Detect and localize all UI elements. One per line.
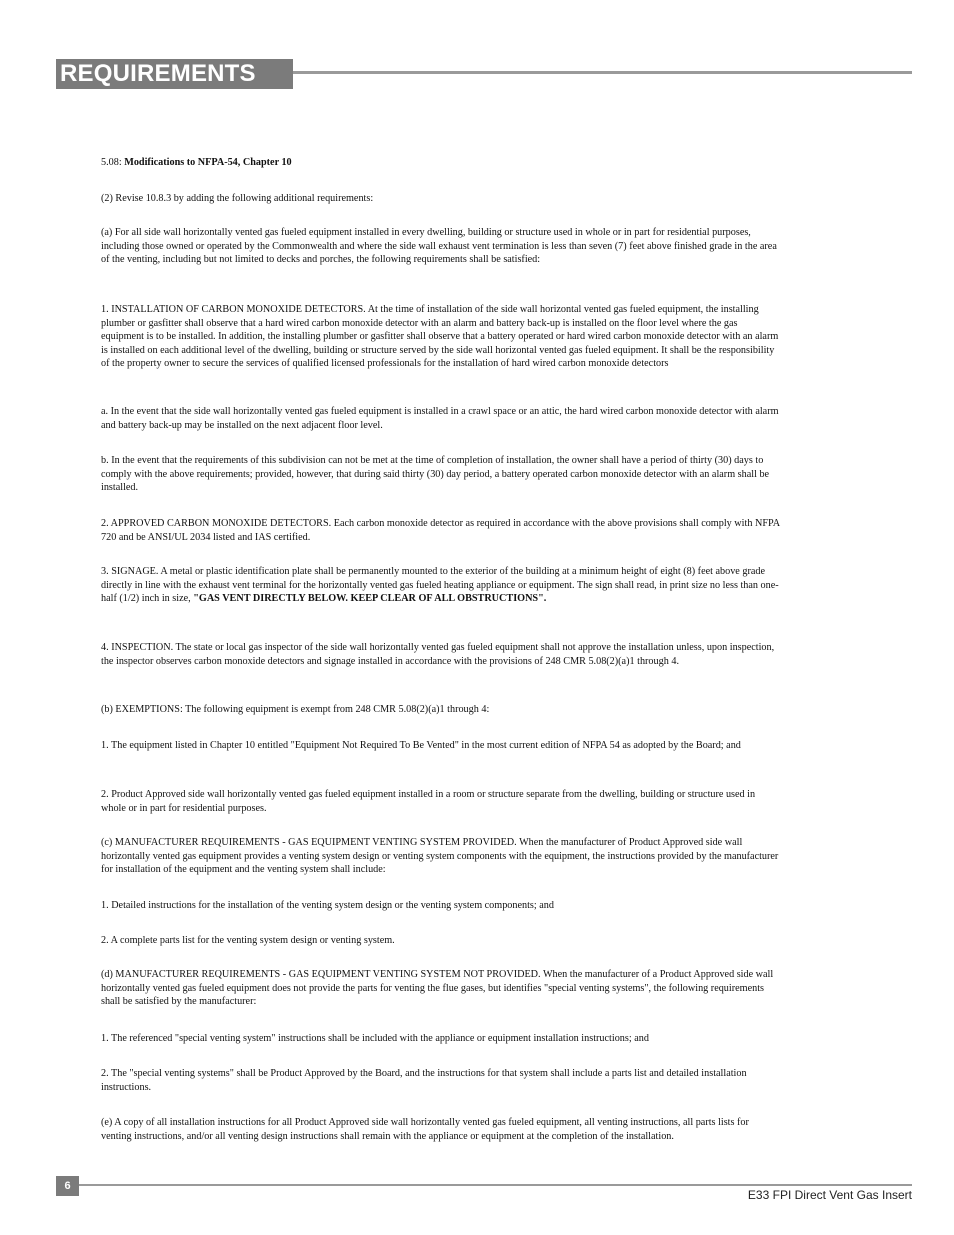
paragraph-exemption-2: 2. Product Approved side wall horizontally vented gas fueled equipment installed in a room or structure separate from the dwelling, building or structure used in whole or in part for residential purposes.: [101, 789, 756, 814]
signage-text: 3. SIGNAGE. A metal or plastic identification plate shall be permanently mounted to the exterior of the building at a minimum height of eight (8) feet above grade directly in line with the exhaust vent terminal for the horizontally vented gas fueled heating appliance or equipment. The sign shall read, in print size no less than one-half (1/2) inch in size,: [101, 566, 779, 605]
paragraph-signage: [101, 565, 781, 606]
section-heading: Modifications to NFPA-54, Chapter 10: [124, 157, 292, 168]
paragraph-c-item-2: 2. A complete parts list for the venting system design or venting system.: [101, 935, 395, 946]
paragraph-exemption-1: 1. The equipment listed in Chapter 10 entitled "Equipment Not Required To Be Vented" in the most current edition of NFPA 54 as adopted by the Board; and: [101, 740, 741, 751]
paragraph-e-copy-instructions: (e) A copy of all installation instructions for all Product Approved side wall horizontally vented gas fueled equipment, all venting instructions, all parts lists for venting instructions, and/or all venting design instructions shall remain with the appliance or equipment at the completion of the installation.: [101, 1117, 749, 1142]
paragraph-crawl-space: a. In the event that the side wall horizontally vented gas fueled equipment is installed in a crawl space or an attic, the hard wired carbon monoxide detector with alarm and battery back-up may be installed on the next adjacent floor level.: [101, 406, 779, 431]
paragraph-modifications-heading: [101, 156, 781, 170]
footer-rule: [79, 1184, 912, 1186]
paragraph-thirty-days: b. In the event that the requirements of this subdivision can not be met at the time of completion of installation, the owner shall have a period of thirty (30) days to comply with the above requirements; provided, however, that during said thirty (30) day period, a battery operated carbon monoxide detector with an alarm shall be installed.: [101, 455, 770, 494]
section-number: 5.08:: [101, 157, 125, 168]
page-number: 6: [56, 1176, 79, 1196]
paragraph-revise: (2) Revise 10.8.3 by adding the following additional requirements:: [101, 193, 374, 204]
paragraph-c-item-1: 1. Detailed instructions for the installation of the venting system design or the venting system components; and: [101, 900, 554, 911]
paragraph-c-venting-provided: (c) MANUFACTURER REQUIREMENTS - GAS EQUIPMENT VENTING SYSTEM PROVIDED. When the manufacturer of Product Approved side wall horizontally vented gas equipment provides a venting system design or venting system components with the equipment, the instructions provided by the manufacturer for installation of the equipment and the venting system shall include:: [101, 837, 779, 876]
paragraph-d-venting-not-provided: (d) MANUFACTURER REQUIREMENTS - GAS EQUIPMENT VENTING SYSTEM NOT PROVIDED. When the manufacturer of a Product Approved side wall horizontally vented gas fueled equipment does not provide the parts for venting the flue gases, but identifies "special venting systems", the following requirements shall be satisfied by the manufacturer:: [101, 969, 774, 1008]
paragraph-d-item-2: 2. The "special venting systems" shall be Product Approved by the Board, and the instructions for that system shall include a parts list and detailed installation instructions.: [101, 1068, 747, 1093]
document-title: E33 FPI Direct Vent Gas Insert: [747, 1188, 912, 1202]
paragraph-co-detectors-installation: 1. INSTALLATION OF CARBON MONOXIDE DETECTORS. At the time of installation of the side wall horizontal vented gas fueled equipment, the installing plumber or gasfitter shall observe that a hard wired carbon monoxide detector with an alarm and battery back-up is installed on the floor level where the gas equipment is to be installed. In addition, the installing plumber or gasfitter shall observe that a battery operated or hard wired carbon monoxide detector with an alarm is installed on each additional level of the dwelling, building or structure served by the side wall horizontal vented gas fueled equipment. It shall be the responsibility of the property owner to secure the services of qualified licensed professionals for the installation of hard wired carbon monoxide detectors: [101, 304, 779, 370]
header-rule: [293, 71, 912, 74]
section-title: REQUIREMENTS: [56, 59, 293, 89]
paragraph-approved-detectors: 2. APPROVED CARBON MONOXIDE DETECTORS. Each carbon monoxide detector as required in accordance with the above provisions shall comply with NFPA 720 and be ANSI/UL 2034 listed and IAS certified.: [101, 518, 780, 543]
paragraph-inspection: 4. INSPECTION. The state or local gas inspector of the side wall horizontally vented gas fueled equipment shall not approve the installation unless, upon inspection, the inspector observes carbon monoxide detectors and signage installed in accordance with the provisions of 248 CMR 5.08(2)(a)1 through 4.: [101, 642, 775, 667]
signage-warning: "GAS VENT DIRECTLY BELOW. KEEP CLEAR OF ALL OBSTRUCTIONS".: [193, 593, 547, 605]
paragraph-a-scope: (a) For all side wall horizontally vented gas fueled equipment installed in every dwelling, building or structure used in whole or in part for residential purposes, including those owned or operated by the Commonwealth and where the side wall exhaust vent termination is less than seven (7) feet above finished grade in the area of the venting, including but not limited to decks and porches, the following requirements shall be satisfied:: [101, 227, 777, 266]
paragraph-d-item-1: 1. The referenced "special venting system" instructions shall be included with the appliance or equipment installation instructions; and: [101, 1033, 649, 1044]
paragraph-exemptions: (b) EXEMPTIONS: The following equipment is exempt from 248 CMR 5.08(2)(a)1 through 4:: [101, 704, 490, 715]
